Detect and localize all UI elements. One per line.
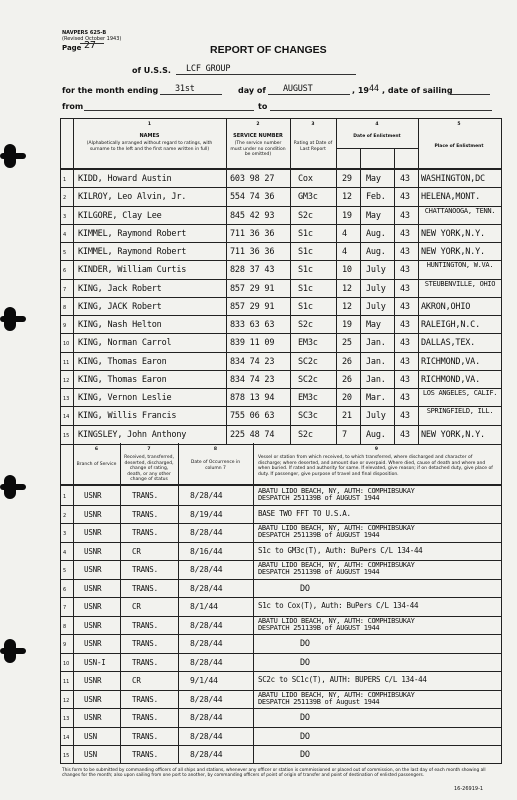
col3-number: 3 <box>311 122 315 127</box>
sailing-label: , date of sailing <box>382 86 453 95</box>
date-enlist-header: Date of Enlistment <box>353 134 401 139</box>
change-status: CR <box>132 546 141 556</box>
page-number: 27 <box>84 40 96 51</box>
branch-of-service: USNR <box>84 676 102 685</box>
remarks-ditto: DO <box>300 657 310 668</box>
rating: S1c <box>298 265 313 276</box>
rating: S2c <box>298 210 313 221</box>
service-number: 225 48 74 <box>230 429 275 440</box>
service-header: SERVICE NUMBER <box>233 133 283 139</box>
enlist-day: 12 <box>342 283 352 294</box>
row-number: 6 <box>63 586 67 593</box>
branch-of-service: USN-I <box>84 657 106 667</box>
page-label: Page <box>62 44 82 52</box>
names-header: NAMES <box>139 133 160 139</box>
service-number: 554 74 36 <box>230 192 275 203</box>
enlist-year: 43 <box>400 192 410 203</box>
branch-of-service: USNR <box>84 491 102 500</box>
rating: S1c <box>298 228 313 239</box>
row-number: 14 <box>63 414 70 421</box>
enlist-year: 43 <box>400 429 410 440</box>
col6-number: 6 <box>94 447 99 452</box>
enlist-year: 43 <box>400 393 410 403</box>
to-label: to <box>258 102 268 111</box>
enlist-month: Jan. <box>366 356 386 367</box>
change-status: TRANS. <box>132 750 158 759</box>
service-number: 878 13 94 <box>230 393 275 403</box>
row-number: 13 <box>63 716 70 722</box>
branch-of-service: USNR <box>84 565 102 574</box>
service-number: 857 29 91 <box>230 283 275 294</box>
enlist-day: 26 <box>342 356 352 367</box>
change-status: CR <box>132 602 141 611</box>
row-number: 1 <box>63 177 67 183</box>
remarks-ditto: DO <box>300 639 310 649</box>
enlist-day: 4 <box>342 228 347 239</box>
enlist-place: DALLAS,TEX. <box>421 338 476 349</box>
occurrence-date: 8/1/44 <box>190 602 218 611</box>
row-number: 5 <box>63 250 67 256</box>
row-number: 1 <box>63 494 67 500</box>
row-number: 12 <box>63 377 70 384</box>
form-id: NAVPERS 625-B <box>62 30 107 36</box>
occurrence-date: 8/28/44 <box>190 731 223 741</box>
row-number: 8 <box>63 304 67 311</box>
branch-of-service: USNR <box>84 583 102 593</box>
branch-of-service: USNR <box>84 509 102 519</box>
enlist-place: STEUBENVILLE, OHIO <box>424 279 496 288</box>
enlist-month: May <box>366 320 381 330</box>
rating-header: Rating at Date of Last Report <box>293 141 333 152</box>
service-number: 839 11 09 <box>230 338 275 349</box>
enlist-year: 43 <box>400 338 410 349</box>
row-number: 9 <box>63 642 67 648</box>
rating: SC2c <box>298 374 318 385</box>
occurrence-date: 8/28/44 <box>190 639 223 648</box>
remarks-line1: ABATU LIDO BEACH, NY, AUTH: COMPHIBSUKAY <box>258 616 415 625</box>
change-status: TRANS. <box>132 620 158 630</box>
report-title: REPORT OF CHANGES <box>210 44 327 56</box>
row-number: 8 <box>63 623 67 630</box>
enlist-place: RICHMOND,VA. <box>421 356 481 367</box>
occurrence-date: 8/28/44 <box>190 583 223 593</box>
row-number: 3 <box>63 531 67 537</box>
names-header-desc: (Alphabetically arranged without regard to ratings, with surname to the left and the first name written in full) <box>86 141 213 152</box>
person-name: KIDD, Howard Austin <box>78 174 172 184</box>
rating: S1c <box>298 283 313 294</box>
enlist-place: WASHINGTON,DC <box>421 174 485 184</box>
enlist-month: Mar. <box>366 393 386 403</box>
branch-of-service: USNR <box>84 713 102 722</box>
branch-of-service: USNR <box>84 602 102 611</box>
remarks-line1: ABATU LIDO BEACH, NY, AUTH: COMPHIBSUKAY <box>258 487 415 495</box>
enlist-year: 43 <box>400 411 410 422</box>
service-number: 834 74 23 <box>230 356 275 367</box>
branch-of-service: USNR <box>84 528 102 537</box>
occurrence-date: 8/28/44 <box>190 713 223 722</box>
enlist-month: Jan. <box>366 374 386 385</box>
person-name: KING, Willis Francis <box>78 411 177 422</box>
remarks-line1: ABATU LIDO BEACH, NY, AUTH: COMPHIBSUKAY <box>258 690 415 699</box>
enlist-day: 12 <box>342 301 352 312</box>
change-status: TRANS. <box>132 491 158 500</box>
col9-number: 9 <box>374 447 379 452</box>
row-number: 4 <box>63 549 67 556</box>
occurrence-date: 8/28/44 <box>190 565 223 574</box>
enlist-place: HUNTINGTON, W.VA. <box>426 261 494 270</box>
enlist-place: AKRON,OHIO <box>421 301 471 312</box>
row-number: 13 <box>63 396 70 402</box>
row-number: 5 <box>63 568 67 574</box>
enlist-place: HELENA,MONT. <box>421 192 481 203</box>
row-number: 11 <box>63 679 70 685</box>
occurrence-date: 8/28/44 <box>190 491 223 500</box>
remarks-ditto: DO <box>300 750 310 760</box>
place-enlist-header: Place of Enlistment <box>434 144 484 149</box>
enlist-year: 43 <box>400 174 410 184</box>
day-value: 31st <box>175 84 195 94</box>
enlist-day: 12 <box>342 192 352 203</box>
occurrence-date: 8/28/44 <box>190 528 223 537</box>
remarks-line1: S1c to Cox(T), Auth: BuPers C/L 134-44 <box>258 601 419 610</box>
row-number: 4 <box>63 231 67 238</box>
remarks-line2: DESPATCH 251139B of AUGUST 1944 <box>258 568 380 576</box>
occurrence-date: 9/1/44 <box>190 676 218 685</box>
rating: SC3c <box>298 411 318 422</box>
row-number: 6 <box>63 268 67 275</box>
enlist-place: SPRINGFIELD, ILL. <box>426 407 494 416</box>
form-revised: (Revised October 1943) <box>62 36 122 42</box>
enlist-day: 25 <box>342 338 352 349</box>
change-status: TRANS. <box>132 509 158 519</box>
person-name: KING, Nash Helton <box>78 320 162 330</box>
change-status: TRANS. <box>132 583 158 593</box>
enlist-month: Aug. <box>366 247 386 257</box>
branch-of-service: USNR <box>84 546 102 556</box>
service-number: 834 74 23 <box>230 374 275 385</box>
enlist-year: 43 <box>400 228 410 239</box>
col1-number: 1 <box>147 122 152 127</box>
footer-note: This form to be submitted by commanding officers of all ships and stations, whenever any officer or station is commissioned or placed out of commission, on the last day of each month showing all changes for the month; also upon sailing from one port to another, by commanding officers of point of origin of transfer and point of destination of enlisted passengers. <box>62 768 486 778</box>
change-status: TRANS. <box>132 657 158 667</box>
service-number: 755 06 63 <box>230 411 275 422</box>
row-number: 10 <box>63 341 70 348</box>
remarks-line2: DESPATCH 251139B of AUGUST 1944 <box>258 494 380 502</box>
enlist-month: July <box>366 411 386 422</box>
enlist-day: 4 <box>342 247 347 257</box>
rating: S1c <box>298 301 313 312</box>
enlist-place: CHATTANOOGA, TENN. <box>424 206 496 215</box>
status-header: Received, transferred, deserted, discharged, change of rating, death, or any other change of status <box>124 455 174 482</box>
month-ending-label: for the month ending <box>62 86 159 95</box>
service-number: 711 36 36 <box>230 228 275 239</box>
binder-hole-icon <box>0 472 28 502</box>
remarks-line1: SC2c to SC1c(T), AUTH: BUPERS C/L 134-44 <box>258 675 427 684</box>
footer-code: 16-26919-1 <box>454 786 484 792</box>
col8-number: 8 <box>213 447 218 452</box>
occurrence-date: 8/28/44 <box>190 694 223 704</box>
change-status: TRANS. <box>132 639 158 648</box>
occurrence-date: 8/28/44 <box>190 657 223 667</box>
row-number: 2 <box>63 512 67 519</box>
enlist-year: 43 <box>400 265 410 276</box>
row-number: 3 <box>63 213 67 220</box>
change-status: TRANS. <box>132 565 158 574</box>
remarks-line1: S1c to GM3c(T), Auth: BuPers C/L 134-44 <box>258 545 423 555</box>
remarks-line1: ABATU LIDO BEACH, NY, AUTH: COMPHIBSUKAY <box>258 561 415 569</box>
change-status: TRANS. <box>132 731 158 741</box>
rating: SC2c <box>298 356 318 367</box>
rating: GM3c <box>298 192 318 203</box>
year-prefix: , 19 <box>352 86 369 95</box>
branch-of-service: USNR <box>84 694 102 704</box>
row-number: 7 <box>63 605 67 611</box>
enlist-place: LOS ANGELES, CALIF. <box>422 389 498 397</box>
person-name: KING, Thomas Earon <box>78 374 167 385</box>
row-number: 15 <box>63 753 70 759</box>
remarks-line1: ABATU LIDO BEACH, NY, AUTH: COMPHIBSUKAY <box>258 524 415 532</box>
binder-hole-icon <box>0 141 28 171</box>
person-name: KIMMEL, Raymond Robert <box>78 247 187 257</box>
enlist-year: 43 <box>400 320 410 330</box>
rating: S2c <box>298 320 313 330</box>
person-name: KING, Norman Carrol <box>78 338 172 349</box>
row-number: 12 <box>63 697 70 704</box>
enlist-month: July <box>366 283 386 294</box>
occurrence-date: 8/16/44 <box>190 546 223 556</box>
row-number: 15 <box>63 432 70 439</box>
enlist-month: July <box>366 265 386 276</box>
remarks-line2: DESPATCH 251139B of August 1944 <box>258 697 380 706</box>
col7-number: 7 <box>147 447 151 452</box>
remarks-ditto: DO <box>300 583 310 594</box>
enlist-month: May <box>366 210 381 221</box>
branch-of-service: USN <box>84 750 97 759</box>
enlist-day: 19 <box>342 210 352 221</box>
row-number: 9 <box>63 323 67 329</box>
change-status: TRANS. <box>132 528 158 537</box>
occurrence-date: 8/19/44 <box>190 509 223 519</box>
enlist-day: 19 <box>342 320 352 330</box>
service-header-desc: (The service number must under no condition be omitted) <box>230 141 286 157</box>
change-status: CR <box>132 676 141 685</box>
branch-header: Branch of Service <box>76 462 117 467</box>
row-number: 7 <box>63 286 67 293</box>
row-number: 11 <box>63 359 70 366</box>
branch-of-service: USNR <box>84 620 102 630</box>
person-name: KING, JACK Robert <box>78 301 162 312</box>
change-status: TRANS. <box>132 713 158 722</box>
binder-hole-icon <box>0 304 28 334</box>
remarks-line2: DESPATCH 251139B of AUGUST 1944 <box>258 531 380 539</box>
enlist-day: 10 <box>342 265 352 276</box>
person-name: KILROY, Leo Alvin, Jr. <box>78 192 187 203</box>
occurrence-date: 8/28/44 <box>190 620 223 630</box>
of-uss-label: of U.S.S. <box>132 66 171 75</box>
enlist-month: May <box>366 174 381 184</box>
enlist-day: 7 <box>342 429 347 440</box>
occurrence-header: Date of Occurrence in column 7 <box>190 460 241 471</box>
rating: EM3c <box>298 338 318 349</box>
occurrence-date: 8/28/44 <box>190 750 223 759</box>
service-number: 833 63 63 <box>230 320 275 330</box>
person-name: KING, Thomas Earon <box>78 356 167 367</box>
enlist-month: Aug. <box>366 228 386 239</box>
enlist-year: 43 <box>400 356 410 367</box>
person-name: KING, Vernon Leslie <box>78 393 172 403</box>
from-label: from <box>62 102 84 111</box>
person-name: KILGORE, Clay Lee <box>78 210 162 221</box>
enlist-year: 43 <box>400 210 410 221</box>
enlist-place: NEW YORK,N.Y. <box>421 429 485 440</box>
remarks-ditto: DO <box>300 731 310 742</box>
enlist-month: Feb. <box>366 192 386 203</box>
enlist-month: Aug. <box>366 429 386 440</box>
branch-of-service: USN <box>84 731 97 741</box>
person-name: KINGSLEY, John Anthony <box>78 429 187 440</box>
enlist-month: Jan. <box>366 338 386 349</box>
rating: S1c <box>298 247 313 257</box>
enlist-place: RICHMOND,VA. <box>421 374 481 385</box>
enlist-month: July <box>366 301 386 312</box>
service-number: 857 29 91 <box>230 301 275 312</box>
enlist-day: 29 <box>342 174 352 184</box>
remarks-line2: DESPATCH 251139B of AUGUST 1944 <box>258 623 380 632</box>
service-number: 845 42 93 <box>230 210 275 221</box>
enlist-place: NEW YORK,N.Y. <box>421 247 485 257</box>
person-name: KING, Jack Robert <box>78 283 162 294</box>
year-value: 44 <box>369 84 379 94</box>
rating: S2c <box>298 429 313 440</box>
remarks-header: Vessel or station from which received, to which transferred, where discharged and character of discharge; where deserted, and amount due or overpaid. Where died, cause of death and where and when buried. If rated and authority for same. If elevated, give reason; if on detached duty, give place of duty. If passenger, give purpose of travel and final disposition. <box>258 455 493 477</box>
remarks-ditto: DO <box>300 713 310 723</box>
enlist-place: RALEIGH,N.C. <box>421 320 481 330</box>
enlist-day: 20 <box>342 393 352 403</box>
remarks-line1: BASE TWO FFT TO U.S.A. <box>258 508 351 518</box>
month-value: AUGUST <box>283 84 313 94</box>
row-number: 10 <box>63 660 70 667</box>
col4-number: 4 <box>375 122 379 127</box>
service-number: 711 36 36 <box>230 247 275 257</box>
change-status: TRANS. <box>132 694 158 704</box>
day-of-label: day of <box>238 86 266 95</box>
service-number: 828 37 43 <box>230 265 275 276</box>
enlist-day: 21 <box>342 411 352 422</box>
person-name: KIMMEL, Raymond Robert <box>78 228 187 239</box>
enlist-day: 26 <box>342 374 352 385</box>
ship-name: LCF GROUP <box>186 64 231 74</box>
row-number: 2 <box>63 195 67 202</box>
col5-number: 5 <box>457 122 461 127</box>
enlist-place: NEW YORK,N.Y. <box>421 228 485 239</box>
binder-hole-icon <box>0 636 28 666</box>
rating: Cox <box>298 174 313 184</box>
enlist-year: 43 <box>400 374 410 385</box>
row-number: 14 <box>63 734 70 741</box>
enlist-year: 43 <box>400 301 410 312</box>
branch-of-service: USNR <box>84 639 102 648</box>
person-name: KINDER, William Curtis <box>78 265 187 276</box>
service-number: 603 98 27 <box>230 174 275 184</box>
enlist-year: 43 <box>400 283 410 294</box>
rating: EM3c <box>298 393 318 403</box>
enlist-year: 43 <box>400 247 410 257</box>
col2-number: 2 <box>256 122 260 127</box>
